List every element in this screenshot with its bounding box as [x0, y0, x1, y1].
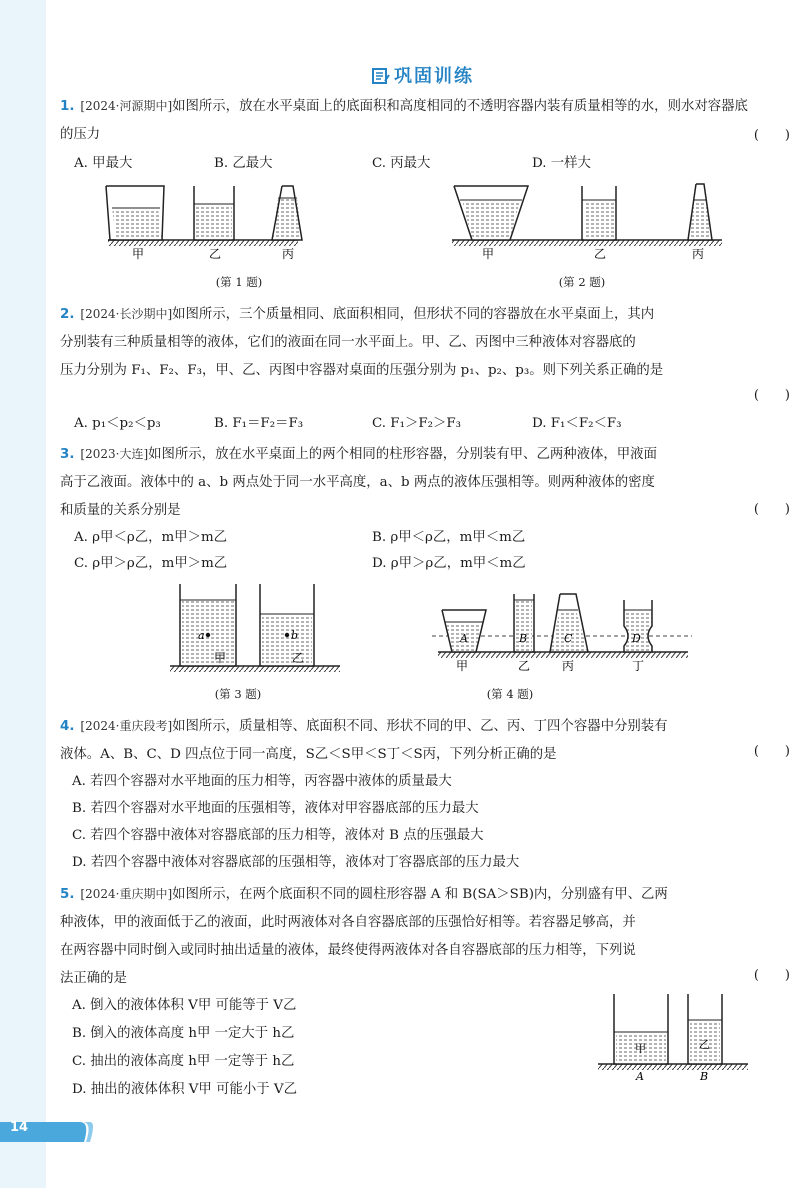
option-b[interactable]: B. 倒入的液体高度 h甲 一定大于 h乙 [72, 1026, 295, 1041]
question-text-line: 如图所示，质量相等、底面积不同、形状不同的甲、乙、丙、丁四个容器中分别装有 [172, 719, 668, 734]
question-number: 2. [60, 307, 75, 322]
option-a[interactable]: A. p₁＜p₂＜p₃ [74, 416, 161, 431]
question-number: 3. [60, 447, 75, 462]
label-B: B [700, 1070, 709, 1083]
option-d[interactable]: D. 一样大 [532, 156, 591, 171]
section-title [46, 62, 800, 88]
label-A: A [636, 1070, 644, 1083]
label-B: B [519, 632, 528, 645]
notebook-icon [372, 67, 390, 85]
question-source: [2023·大连] [80, 447, 149, 461]
question-number: 5. [60, 887, 75, 902]
figures-1-2 [96, 178, 736, 268]
label-jia: 甲 [635, 1042, 646, 1055]
question-source: [2024·重庆段考] [80, 719, 173, 733]
label-bing: 丙 [562, 659, 575, 673]
question-source: [2024·长沙期中] [80, 307, 173, 321]
figures-3-4 [166, 580, 696, 680]
label-D: D [632, 632, 641, 645]
question-source: [2024·重庆期中] [80, 887, 173, 901]
option-b[interactable]: B. 乙最大 [214, 156, 273, 171]
figure-caption: (第 1 题) [215, 275, 263, 289]
question-text-line: 分别装有三种质量相等的液体，它们的液面在同一水平面上。甲、乙、丙图中三种液体对容器底的 [60, 335, 636, 350]
figure-3 [170, 584, 340, 672]
answer-blank: ( ) [753, 128, 790, 143]
option-b[interactable]: B. F₁＝F₂＝F₃ [214, 416, 304, 431]
label-jia: 甲 [214, 651, 227, 665]
option-b[interactable]: B. ρ甲＜ρ乙，m甲＜m乙 [372, 530, 526, 545]
question-text-line: 液体。A、B、C、D 四点位于同一高度，S乙＜S甲＜S丁＜S丙，下列分析正确的是 [60, 747, 557, 762]
label-bing: 丙 [692, 247, 705, 261]
question-text-line: 法正确的是 [60, 971, 127, 986]
label-yi: 乙 [594, 247, 607, 261]
question-source: [2024·河源期中] [80, 99, 173, 113]
label-yi: 乙 [292, 651, 305, 665]
label-a: a [198, 629, 205, 642]
question-text-line: 高于乙液面。液体中的 a、b 两点处于同一水平高度，a、b 两点的液体压强相等。则两种液体的密度 [60, 475, 655, 490]
option-d[interactable]: D. 若四个容器中液体对容器底部的压强相等，液体对丁容器底部的压力最大 [72, 855, 520, 870]
figure-caption: (第 4 题) [486, 687, 534, 701]
option-d[interactable]: D. ρ甲＞ρ乙，m甲＜m乙 [372, 556, 526, 571]
label-ding: 丁 [632, 659, 645, 673]
option-a[interactable]: A. ρ甲＜ρ乙，m甲＞m乙 [74, 530, 228, 545]
option-c[interactable]: C. 丙最大 [372, 156, 431, 171]
question-text-line: 和质量的关系分别是 [60, 503, 181, 518]
figure-5 [594, 990, 754, 1086]
figure-caption: (第 3 题) [214, 687, 262, 701]
option-a[interactable]: A. 甲最大 [74, 156, 133, 171]
question-4 [60, 712, 750, 769]
label-yi: 乙 [699, 1038, 710, 1051]
question-text-line: 如图所示，放在水平桌面上的两个相同的柱形容器，分别装有甲、乙两种液体，甲液面 [148, 447, 657, 462]
answer-blank: ( ) [753, 388, 790, 403]
option-c[interactable]: C. ρ甲＞ρ乙，m甲＞m乙 [74, 556, 228, 571]
page-number: 14 [10, 1120, 29, 1135]
option-a[interactable]: A. 倒入的液体体积 V甲 可能等于 V乙 [72, 998, 297, 1013]
option-d[interactable]: D. 抽出的液体体积 V甲 可能小于 V乙 [72, 1082, 297, 1097]
answer-blank: ( ) [753, 968, 790, 983]
question-text-line: 压力分别为 F₁、F₂、F₃，甲、乙、丙图中容器对桌面的压强分别为 p₁、p₂、p₃。则下列关系正确的是 [60, 363, 664, 378]
label-bing: 丙 [282, 247, 295, 261]
figure-2 [452, 184, 722, 261]
label-jia: 甲 [482, 247, 495, 261]
option-c[interactable]: C. 抽出的液体高度 h甲 一定等于 h乙 [72, 1054, 295, 1069]
section-title-text: 巩固训练 [394, 66, 474, 87]
question-3 [60, 440, 750, 525]
question-number: 1. [60, 99, 75, 114]
figure-caption: (第 2 题) [558, 275, 606, 289]
option-c[interactable]: C. 若四个容器中液体对容器底部的压力相等，液体对 B 点的压强最大 [72, 828, 484, 843]
label-A: A [460, 632, 468, 645]
question-number: 4. [60, 719, 75, 734]
figure-4 [432, 594, 692, 673]
question-text: 如图所示，放在水平桌面上的底面积和高度相同的不透明容器内装有质量相等的水，则水对容器底的压力 [60, 99, 748, 142]
question-5 [60, 880, 750, 993]
label-jia: 甲 [132, 247, 145, 261]
option-b[interactable]: B. 若四个容器对水平地面的压强相等，液体对甲容器底部的压力最大 [72, 801, 479, 816]
label-C: C [564, 632, 573, 645]
question-2 [60, 300, 750, 385]
answer-blank: ( ) [753, 502, 790, 517]
question-text-line: 如图所示，三个质量相同、底面积相同，但形状不同的容器放在水平桌面上，其内 [172, 307, 655, 322]
option-c[interactable]: C. F₁＞F₂＞F₃ [372, 416, 462, 431]
question-text-line: 如图所示，在两个底面积不同的圆柱形容器 A 和 B(SA＞SB)内，分别盛有甲、乙两 [172, 887, 668, 902]
left-margin-band [0, 0, 46, 1188]
label-b: b [291, 629, 299, 642]
question-text-line: 种液体，甲的液面低于乙的液面，此时两液体对各自容器底部的压强恰好相等。若容器足够高，并 [60, 915, 636, 930]
option-a[interactable]: A. 若四个容器对水平地面的压力相等，丙容器中液体的质量最大 [72, 774, 452, 789]
label-jia: 甲 [456, 659, 469, 673]
question-1 [60, 92, 750, 149]
answer-blank: ( ) [753, 744, 790, 759]
option-d[interactable]: D. F₁＜F₂＜F₃ [532, 416, 622, 431]
label-yi: 乙 [518, 659, 531, 673]
label-yi: 乙 [209, 247, 222, 261]
page [46, 0, 800, 1188]
question-text-line: 在两容器中同时倒入或同时抽出适量的液体，最终使得两液体对各自容器底部的压力相等，下列说 [60, 943, 636, 958]
figure-1 [106, 186, 302, 261]
